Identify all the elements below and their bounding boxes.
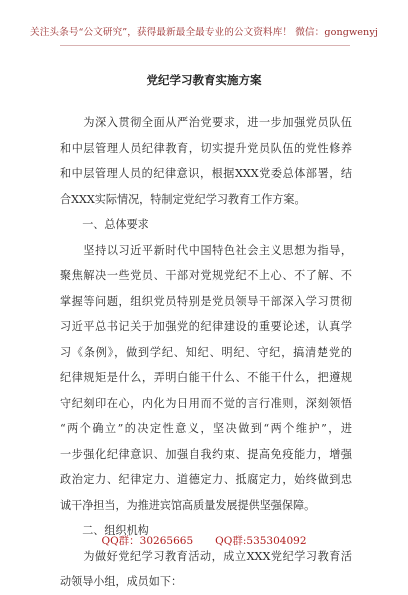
body-line: 和中层管理人员纪律教育，切实提升党员队伍的党性修养: [60, 141, 352, 155]
qq-group-2: QQ群:535304092: [215, 535, 307, 547]
section-heading: 一、总体要求: [60, 218, 149, 231]
body-line: 守纪刻印在心，内化为日用而不觉的言行准则，深刻领悟: [60, 396, 352, 410]
body-line: 坚持以习近平新时代中国特色社会主义思想为指导，: [60, 243, 352, 257]
document-body: [60, 110, 352, 595]
body-line: 纪律规矩是什么，弄明白能干什么、不能干什么，把遵规: [60, 371, 352, 384]
body-line: 一步强化纪律意识、加强自我约束、提高免疫能力，增强: [60, 447, 352, 461]
body-line: 合XXX实际情况，特制定党纪学习教育工作方案。: [60, 192, 306, 206]
footer-contacts: [0, 533, 408, 548]
body-line: 动领导小组，成员如下：: [60, 575, 183, 588]
section-heading: 二、组织机构: [60, 524, 149, 537]
body-line: 习《条例》，做到学纪、知纪、明纪、守纪，搞清楚党的: [60, 345, 352, 359]
body-line: 为做好党纪学习教育活动，成立XXX党纪学习教育活: [60, 549, 352, 563]
document-title: 党纪学习教育实施方案: [146, 73, 262, 87]
body-line: 政治定力、纪律定力、道德定力、抵腐定力，始终做到忠: [60, 473, 352, 486]
qq-group-1: QQ群：30265665: [101, 535, 194, 547]
header-note: 关注头条号“公文研究”，获得最新最全最专业的公文资料库！ 微信：gongwenyj: [30, 27, 378, 38]
body-line: “两个确立”的决定性意义，坚决做到“两个维护”，进: [60, 422, 352, 435]
body-line: 聚焦解决一些党员、干部对党规党纪不上心、不了解、不: [60, 269, 352, 282]
body-line: 诚干净担当，为推进宾馆高质量发展提供坚强保障。: [60, 498, 316, 512]
body-line: 习近平总书记关于加强党的纪律建设的重要论述，认真学: [60, 320, 352, 333]
body-line: 掌握等问题，组织党员特别是党员领导干部深入学习贯彻: [60, 294, 352, 308]
body-line: 和中层管理人员的纪律意识，根据XXX党委总体部署，结: [60, 167, 352, 180]
header-divider: [60, 45, 350, 46]
body-line: 为深入贯彻全面从严治党要求，进一步加强党员队伍: [60, 116, 352, 129]
